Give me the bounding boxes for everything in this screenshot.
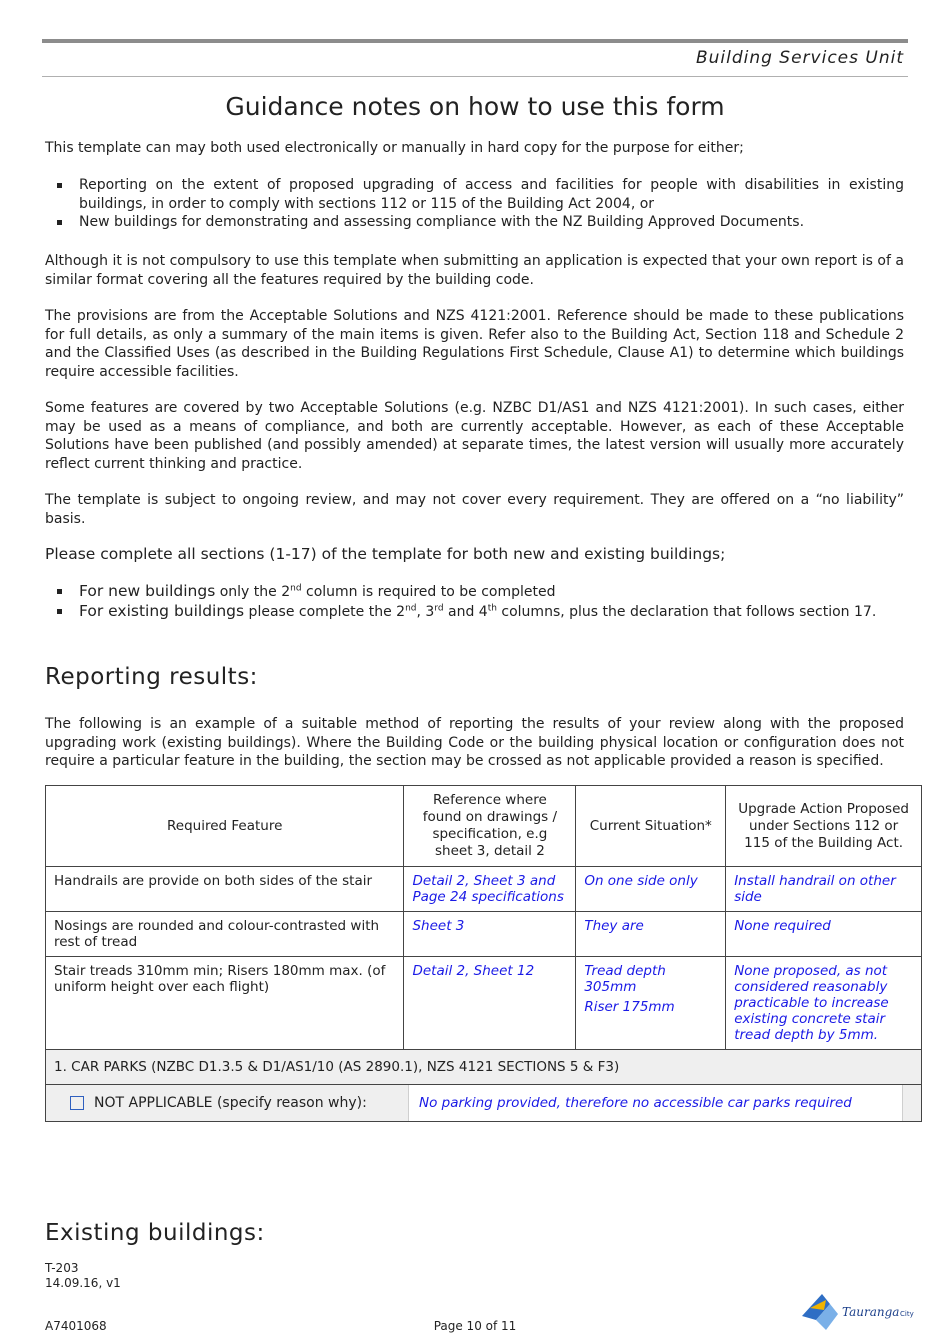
feature-cell: Handrails are provide on both sides of the stair bbox=[46, 867, 404, 912]
not-applicable-reason-field[interactable]: No parking provided, therefore no accessible car parks required bbox=[409, 1085, 903, 1121]
header-top-rule bbox=[42, 39, 908, 43]
section-title-row bbox=[46, 1050, 922, 1085]
header-upgrade-action: Upgrade Action Proposed under Sections 112 or 115 of the Building Act. bbox=[726, 786, 922, 867]
not-applicable-row bbox=[46, 1085, 922, 1122]
not-applicable-label: NOT APPLICABLE (specify reason why): bbox=[46, 1085, 409, 1121]
feature-cell: Nosings are rounded and colour-contrasted with rest of tread bbox=[46, 912, 404, 957]
action-cell: None proposed, as not considered reasonably practicable to increase existing concrete stair tread depth by 5mm. bbox=[726, 957, 922, 1050]
header-reference: Reference where found on drawings / specification, e.g sheet 3, detail 2 bbox=[404, 786, 576, 867]
tauranga-city-logo bbox=[800, 1286, 920, 1334]
feature-cell: Stair treads 310mm min; Risers 180mm max. (of uniform height over each flight) bbox=[46, 957, 404, 1050]
footer-form-code: T-203 14.09.16, v1 bbox=[45, 1261, 121, 1290]
table-header-row bbox=[46, 786, 922, 867]
current-cell: On one side only bbox=[576, 867, 726, 912]
current-cell: Tread depth 305mm Riser 175mm bbox=[576, 957, 726, 1050]
reporting-paragraph: The following is an example of a suitable method of reporting the results of your review along with the proposed upgrading work (existing buildings). Where the Building Code or the building physical location or configuration does not require a particular feature in the building, the section may be crossed as not applicable provided a reason is specified. bbox=[45, 716, 904, 769]
reference-cell: Detail 2, Sheet 3 and Page 24 specifications bbox=[404, 867, 576, 912]
current-cell: They are bbox=[576, 912, 726, 957]
car-parks-section-title: 1. CAR PARKS (NZBC D1.3.5 & D1/AS1/10 (AS 2890.1), NZS 4121 SECTIONS 5 & F3) bbox=[46, 1050, 922, 1085]
paragraph-acceptable-solutions: Some features are covered by two Acceptable Solutions (e.g. NZBC D1/AS1 and NZS 4121:2001). In such cases, either may be used as a means of compliance, and both are currently acceptable. However, as each of these Acceptable Solutions have been published (and possibly amended) at separate times, the latest version will usually more accurately reflect current thinking and practice. bbox=[45, 400, 904, 472]
column-bullet-list bbox=[45, 582, 904, 621]
header-divider bbox=[42, 76, 908, 77]
intro-bullet-list bbox=[45, 176, 904, 232]
footer-doc-id: A7401068 bbox=[45, 1319, 107, 1333]
action-cell: None required bbox=[726, 912, 922, 957]
header-required-feature: Required Feature bbox=[46, 786, 404, 867]
list-item: For existing buildings please complete the 2nd, 3rd and 4th columns, plus the declaration that follows section 17. bbox=[45, 602, 904, 622]
svg-text:City: City bbox=[900, 1310, 914, 1318]
paragraph-provisions: The provisions are from the Acceptable Solutions and NZS 4121:2001. Reference should be made to these publications for full details, as only a summary of the main items is given. Refer also to the Building Act, Section 118 and Schedule 2 and the Classified Uses (as described in the Building Regulations First Schedule, Clause A1) to determine which buildings require accessible facilities. bbox=[45, 308, 904, 380]
intro-paragraph: This template can may both used electronically or manually in hard copy for the purpose for either; bbox=[45, 140, 744, 156]
paragraph-not-compulsory: Although it is not compulsory to use this template when submitting an application is expected that your own report is of a similar format covering all the features required by the building code. bbox=[45, 253, 904, 288]
unit-title: Building Services Unit bbox=[695, 48, 904, 68]
page-title: Guidance notes on how to use this form bbox=[225, 92, 725, 121]
list-item: New buildings for demonstrating and assessing compliance with the NZ Building Approved Documents. bbox=[45, 213, 904, 232]
reporting-heading: Reporting results: bbox=[45, 664, 258, 690]
table-row bbox=[46, 957, 922, 1050]
page-number: Page 10 of 11 bbox=[433, 1319, 517, 1333]
not-applicable-checkbox[interactable] bbox=[70, 1096, 84, 1110]
example-table bbox=[45, 785, 922, 1122]
action-cell: Install handrail on other side bbox=[726, 867, 922, 912]
table-row bbox=[46, 867, 922, 912]
svg-text:Tauranga: Tauranga bbox=[842, 1305, 900, 1319]
complete-sections-note: Please complete all sections (1-17) of the template for both new and existing buildings; bbox=[45, 545, 726, 563]
list-item: Reporting on the extent of proposed upgrading of access and facilities for people with disabilities in existing buildings, in order to comply with sections 112 or 115 of the Building Act 2004, or bbox=[45, 176, 904, 213]
table-row bbox=[46, 912, 922, 957]
existing-buildings-heading: Existing buildings: bbox=[45, 1220, 265, 1246]
header-current-situation: Current Situation* bbox=[576, 786, 726, 867]
paragraph-liability: The template is subject to ongoing review, and may not cover every requirement. They are offered on a “no liability” basis. bbox=[45, 492, 904, 527]
list-item: For new buildings only the 2nd column is required to be completed bbox=[45, 582, 904, 602]
reference-cell: Sheet 3 bbox=[404, 912, 576, 957]
reference-cell: Detail 2, Sheet 12 bbox=[404, 957, 576, 1050]
